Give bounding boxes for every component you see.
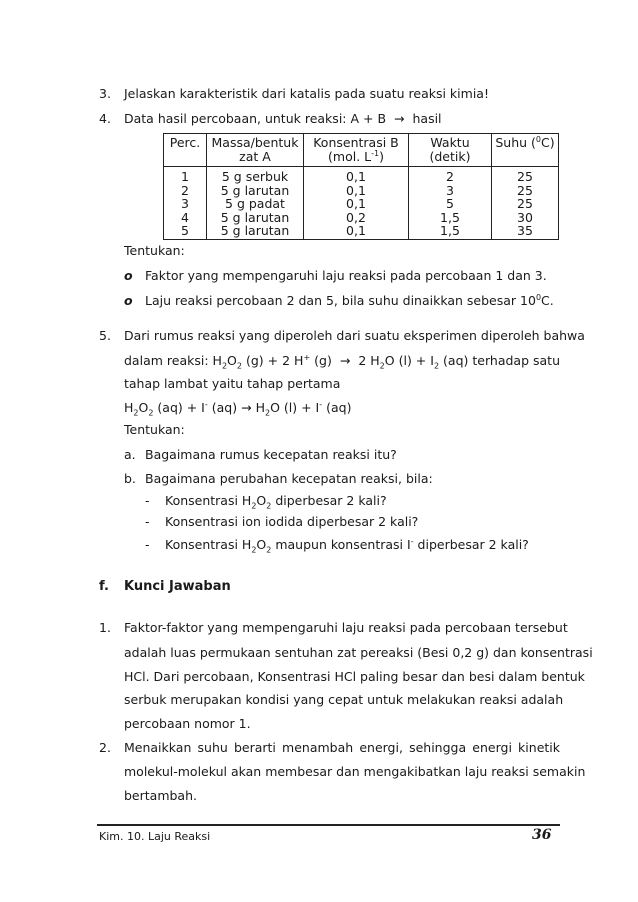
ans1-line: HCl. Dari percobaan, Konsentrasi HCl paling besar dan besi dalam bentuk [124, 669, 585, 684]
header-perc: Perc. [164, 134, 207, 167]
q4-number: 4. [99, 111, 111, 126]
q5-b-label: b. [124, 471, 136, 486]
q5-reaction-line: dalam reaksi: $H_2O_2$ (g) + 2 H+ (g) → 2 $H_2O$ $(l) + I_2$ (aq) terhadap satu [124, 352, 560, 371]
table-row: 3 5 g padat 0,1 5 25 [164, 197, 559, 211]
q4-text: Data hasil percobaan, untuk reaksi: A + B → hasil [124, 111, 442, 126]
ans1-line: Faktor-faktor yang mempengaruhi laju reaksi pada percobaan tersebut [124, 620, 568, 635]
ans1-line: adalah luas permukaan sentuhan zat pereaksi (Besi 0,2 g) dan konsentrasi [124, 645, 593, 660]
ans2-line: Menaikkan suhu berarti menambah energi, sehingga energi kinetik [124, 740, 560, 755]
header-konsentrasi: Konsentrasi B (mol. $L^{-1}$) [304, 134, 409, 167]
dash-icon: - [145, 514, 150, 529]
q5-a-label: a. [124, 447, 136, 462]
table-row: 4 5 g larutan 0,2 1,5 30 [164, 211, 559, 225]
q5-a-text: Bagaimana rumus kecepatan reaksi itu? [145, 447, 397, 462]
dash-icon: - [145, 537, 150, 552]
table-row: 2 5 g larutan 0,1 3 25 [164, 184, 559, 198]
bullet-icon: o [124, 268, 133, 283]
table-row: 5 5 g larutan 0,1 1,5 35 [164, 224, 559, 239]
ans2-number: 2. [99, 740, 111, 755]
ans1-number: 1. [99, 620, 111, 635]
section-f-label: f. [99, 579, 109, 594]
reaction-arrow-icon: → [339, 353, 351, 368]
q5-line3: tahap lambat yaitu tahap pertama [124, 376, 341, 391]
q4-item1: Faktor yang mempengaruhi laju reaksi pada percobaan 1 dan 3. [145, 268, 547, 283]
footer-chapter: Kim. 10. Laju Reaksi [99, 830, 211, 843]
q4-tentukan: Tentukan: [124, 243, 185, 258]
experiment-table [163, 133, 559, 240]
table-row: 1 5 g serbuk 0,1 2 25 [164, 167, 559, 184]
q5-step-equation: $H_2O_2$ (aq) + I- $(aq) \to H_2O$ (l) + I- (aq) [124, 399, 352, 418]
q3-text: Jelaskan karakteristik dari katalis pada suatu reaksi kimia! [124, 86, 489, 101]
page-number: 36 [532, 827, 552, 843]
reaction-arrow-icon: → [241, 400, 252, 415]
q5-sub3: Konsentrasi $H_2O_2$ maupun konsentrasi I- diperbesar 2 kali? [165, 536, 529, 555]
q4-item2: Laju reaksi percobaan 2 dan 5, bila suhu dinaikkan sebesar $10^0C$. [145, 292, 554, 308]
q5-b-text: Bagaimana perubahan kecepatan reaksi, bila: [145, 471, 433, 486]
q3-number: 3. [99, 86, 111, 101]
ans2-line: molekul-molekul akan membesar dan mengakibatkan laju reaksi semakin [124, 764, 586, 779]
q5-sub2: Konsentrasi ion iodida diperbesar 2 kali? [165, 514, 419, 529]
header-suhu: Suhu ($^0$C) [492, 134, 559, 167]
section-f-title: Kunci Jawaban [124, 579, 231, 594]
q5-number: 5. [99, 328, 111, 343]
q5-sub1: Konsentrasi $H_2O_2$ diperbesar 2 kali? [165, 493, 387, 511]
q5-tentukan: Tentukan: [124, 422, 185, 437]
dash-icon: - [145, 493, 150, 508]
q5-line1: Dari rumus reaksi yang diperoleh dari suatu eksperimen diperoleh bahwa [124, 328, 585, 343]
footer-divider [97, 824, 560, 826]
header-waktu: Waktu (detik) [409, 134, 492, 167]
bullet-icon: o [124, 293, 133, 308]
header-massa: Massa/bentuk zat A [207, 134, 304, 167]
ans2-line: bertambah. [124, 788, 197, 803]
ans1-line: percobaan nomor 1. [124, 716, 251, 731]
ans1-line: serbuk merupakan kondisi yang cepat untuk melakukan reaksi adalah [124, 692, 564, 707]
table-header-row [164, 134, 559, 167]
reaction-arrow-icon: → [394, 111, 405, 126]
